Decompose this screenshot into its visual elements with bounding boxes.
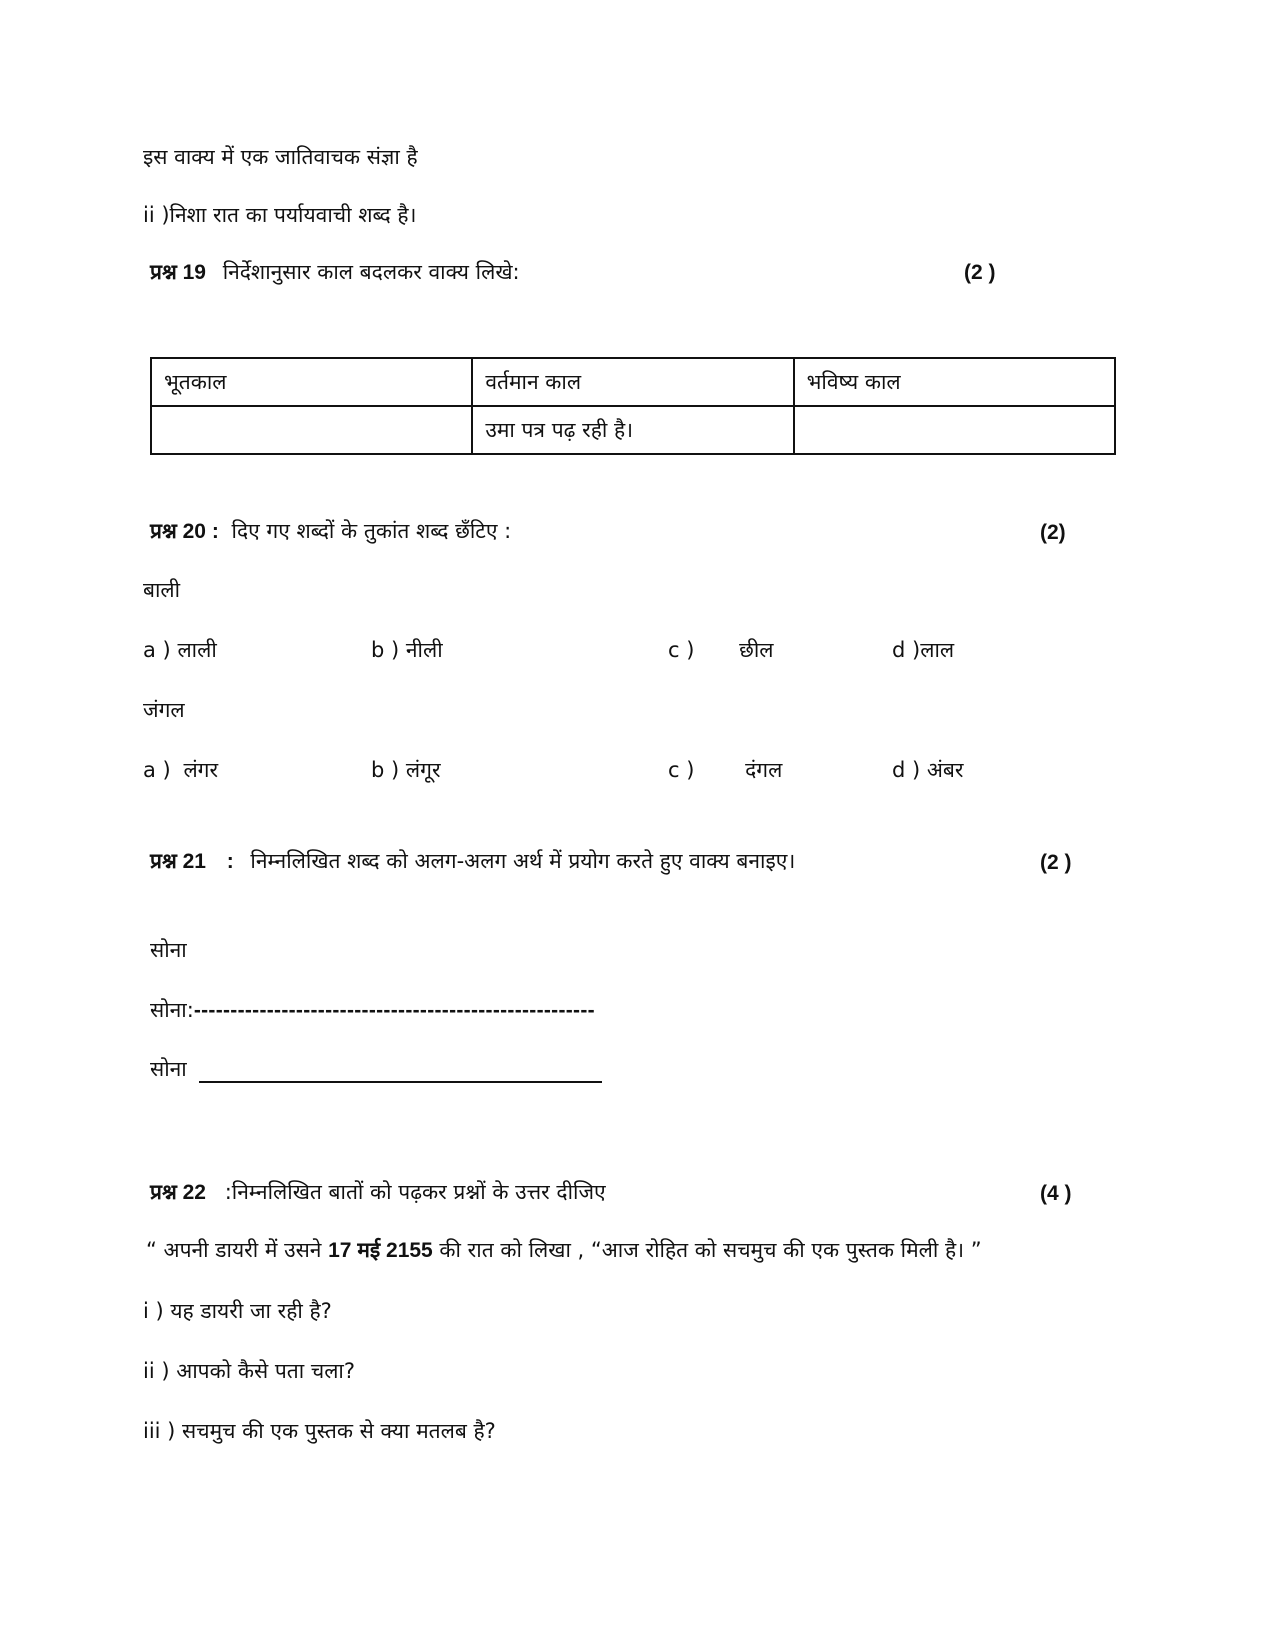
q20-word-1: बाली (143, 578, 181, 602)
q19-marks: (2 ) (964, 261, 996, 284)
q22-marks: (4 ) (1040, 1182, 1072, 1205)
table-header-cell: वर्तमान काल (472, 358, 793, 406)
q21-sep: : (226, 850, 234, 873)
option-text: लंगर (183, 758, 219, 782)
table-cell (794, 406, 1115, 454)
q21-label: प्रश्न 21 (150, 850, 206, 873)
option-key: d ) (892, 758, 921, 782)
q22-passage (146, 1240, 982, 1261)
table-row (151, 406, 1115, 454)
option-c (668, 640, 774, 661)
option-a (143, 760, 218, 781)
q20-marks: (2) (1040, 521, 1066, 544)
option-c (668, 760, 782, 781)
option-b (371, 640, 443, 661)
q20-word-2: जंगल (143, 698, 185, 722)
q21-line2-prefix: सोना (150, 1057, 187, 1081)
q21-word: सोना (150, 938, 187, 962)
passage-date: 17 मई 2155 (328, 1239, 433, 1262)
intro-line-1: इस वाक्य में एक जातिवाचक संज्ञा है (143, 145, 418, 169)
option-key: c ) (668, 758, 695, 782)
option-d (892, 640, 954, 661)
option-text: दंगल (745, 758, 783, 782)
q21-answer-line-1 (150, 1000, 595, 1021)
intro-line-2: ii )निशा रात का पर्यायवाची शब्द है। (143, 203, 417, 227)
q22-question-1: i ) यह डायरी जा रही है? (143, 1299, 332, 1323)
table-cell: उमा पत्र पढ़ रही है। (472, 406, 793, 454)
q21-line1-prefix: सोना: (150, 998, 194, 1022)
table-header-row (151, 358, 1115, 406)
option-key: b ) (371, 638, 400, 662)
q20-heading (150, 521, 511, 542)
table-header-cell: भविष्य काल (794, 358, 1115, 406)
tense-table (150, 357, 1116, 455)
q21-answer-line-2 (150, 1059, 187, 1080)
option-text: लंगूर (405, 758, 441, 782)
q22-question-2: ii ) आपको कैसे पता चला? (143, 1359, 356, 1383)
passage-post: की रात को लिखा , “आज रोहित को सचमुच की एक पुस्तक मिली है। ” (432, 1238, 982, 1262)
q21-marks: (2 ) (1040, 851, 1072, 874)
q22-heading (150, 1182, 606, 1203)
q19-text: निर्देशानुसार काल बदलकर वाक्य लिखे: (222, 260, 520, 284)
option-key: d ) (892, 638, 921, 662)
option-text: लाली (177, 638, 217, 662)
passage-pre: “ अपनी डायरी में उसने (146, 1238, 329, 1262)
option-b (371, 760, 441, 781)
option-text: नीली (405, 638, 443, 662)
q20-label: प्रश्न 20 : (150, 520, 219, 543)
option-key: a ) (143, 638, 171, 662)
option-text: छील (739, 638, 774, 662)
table-cell (151, 406, 472, 454)
q20-text: दिए गए शब्दों के तुकांत शब्द छँटिए : (231, 519, 512, 543)
option-key: b ) (371, 758, 400, 782)
q21-line1-dashes: ------------------------------------------------------- (193, 999, 595, 1022)
answer-underline (199, 1081, 602, 1083)
option-a (143, 640, 217, 661)
q21-heading (150, 851, 795, 872)
q19-heading (150, 262, 520, 283)
option-key: a ) (143, 758, 171, 782)
option-d (892, 760, 964, 781)
option-text: अंबर (926, 758, 964, 782)
q22-text: :निम्नलिखित बातों को पढ़कर प्रश्नों के उत्तर दीजिए (224, 1180, 606, 1204)
q22-question-3: iii ) सचमुच की एक पुस्तक से क्या मतलब है? (143, 1419, 496, 1443)
option-text: लाल (920, 638, 955, 662)
option-key: c ) (668, 638, 695, 662)
q19-label: प्रश्न 19 (150, 261, 206, 284)
table-header-cell: भूतकाल (151, 358, 472, 406)
q22-label: प्रश्न 22 (150, 1181, 206, 1204)
q21-text: निम्नलिखित शब्द को अलग-अलग अर्थ में प्रयोग करते हुए वाक्य बनाइए। (250, 849, 796, 873)
